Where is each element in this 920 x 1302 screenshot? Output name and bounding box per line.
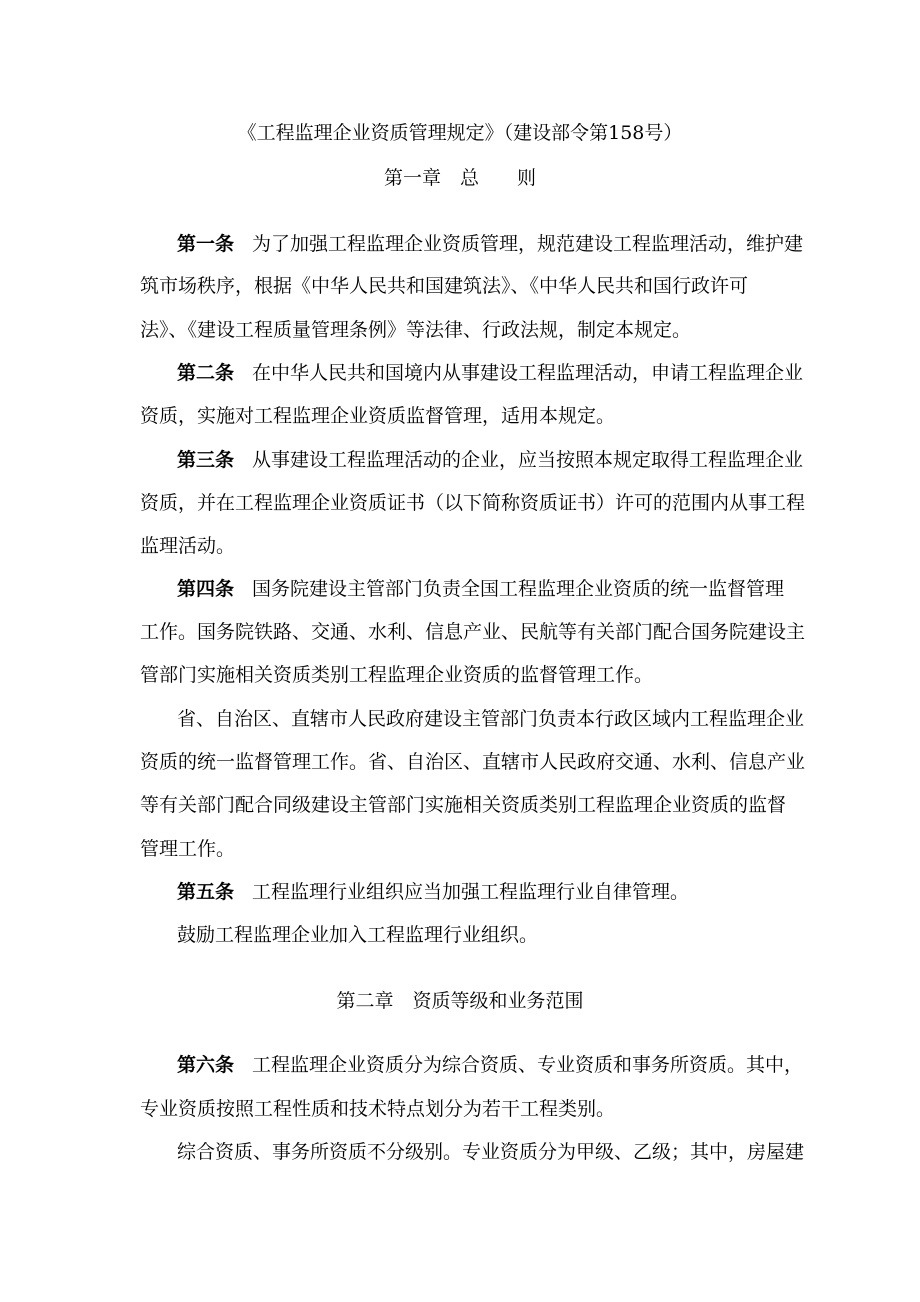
chapter-2-heading: 第二章 资质等级和业务范围 xyxy=(336,990,584,1012)
article-1-line-2: 筑市场秩序，根据《中华人民共和国建筑法》、《中华人民共和国行政许可 xyxy=(140,275,749,297)
article-5-line-1: 第五条 工程监理行业组织应当加强工程监理行业自律管理。 xyxy=(177,881,690,903)
article-3-line-3: 监理活动。 xyxy=(140,535,236,557)
article-2-label: 第二条 xyxy=(177,362,235,384)
article-2-line-1: 第二条 在中华人民共和国境内从事建设工程监理活动，申请工程监理企业 xyxy=(177,362,804,384)
article-1-line-3: 法》、《建设工程质量管理条例》等法律、行政法规，制定本规定。 xyxy=(140,319,692,341)
article-4-line-2: 工作。国务院铁路、交通、水利、信息产业、民航等有关部门配合国务院建设主 xyxy=(140,621,806,643)
article-4-p2-line-2: 资质的统一监督管理工作。省、自治区、直辖市人民政府交通、水利、信息产业 xyxy=(140,751,806,773)
article-3-line-1: 第三条 从事建设工程监理活动的企业，应当按照本规定取得工程监理企业 xyxy=(177,449,804,471)
article-4-p2-line-1: 省、自治区、直辖市人民政府建设主管部门负责本行政区域内工程监理企业 xyxy=(177,708,805,730)
article-4-line-3: 管部门实施相关资质类别工程监理企业资质的监督管理工作。 xyxy=(140,664,654,686)
article-2-line-2: 资质，实施对工程监理企业资质监督管理，适用本规定。 xyxy=(140,405,616,427)
article-6-p2-line-1: 综合资质、事务所资质不分级别。专业资质分为甲级、乙级；其中，房屋建 xyxy=(177,1141,805,1163)
article-4-label: 第四条 xyxy=(177,578,235,600)
article-5-label: 第五条 xyxy=(177,881,235,903)
article-4-line-1: 第四条 国务院建设主管部门负责全国工程监理企业资质的统一监督管理 xyxy=(177,578,785,600)
article-6-label: 第六条 xyxy=(177,1054,235,1076)
article-5-p2-line-1: 鼓励工程监理企业加入工程监理行业组织。 xyxy=(177,924,539,946)
chapter-1-heading: 第一章 总 则 xyxy=(383,167,536,189)
article-6-line-1: 第六条 工程监理企业资质分为综合资质、专业资质和事务所资质。其中， xyxy=(177,1054,804,1076)
article-3-line-2: 资质，并在工程监理企业资质证书（以下简称资质证书）许可的范围内从事工程 xyxy=(140,492,806,514)
article-3-label: 第三条 xyxy=(177,449,235,471)
article-1-label: 第一条 xyxy=(177,233,235,255)
article-4-p2-line-3: 等有关部门配合同级建设主管部门实施相关资质类别工程监理企业资质的监督 xyxy=(140,794,787,816)
document-title: 《工程监理企业资质管理规定》（建设部令第158号） xyxy=(237,122,683,144)
article-4-p2-line-4: 管理工作。 xyxy=(140,838,236,860)
article-6-line-2: 专业资质按照工程性质和技术特点划分为若干工程类别。 xyxy=(140,1098,616,1120)
article-1-line-1: 第一条 为了加强工程监理企业资质管理，规范建设工程监理活动，维护建 xyxy=(177,233,804,255)
